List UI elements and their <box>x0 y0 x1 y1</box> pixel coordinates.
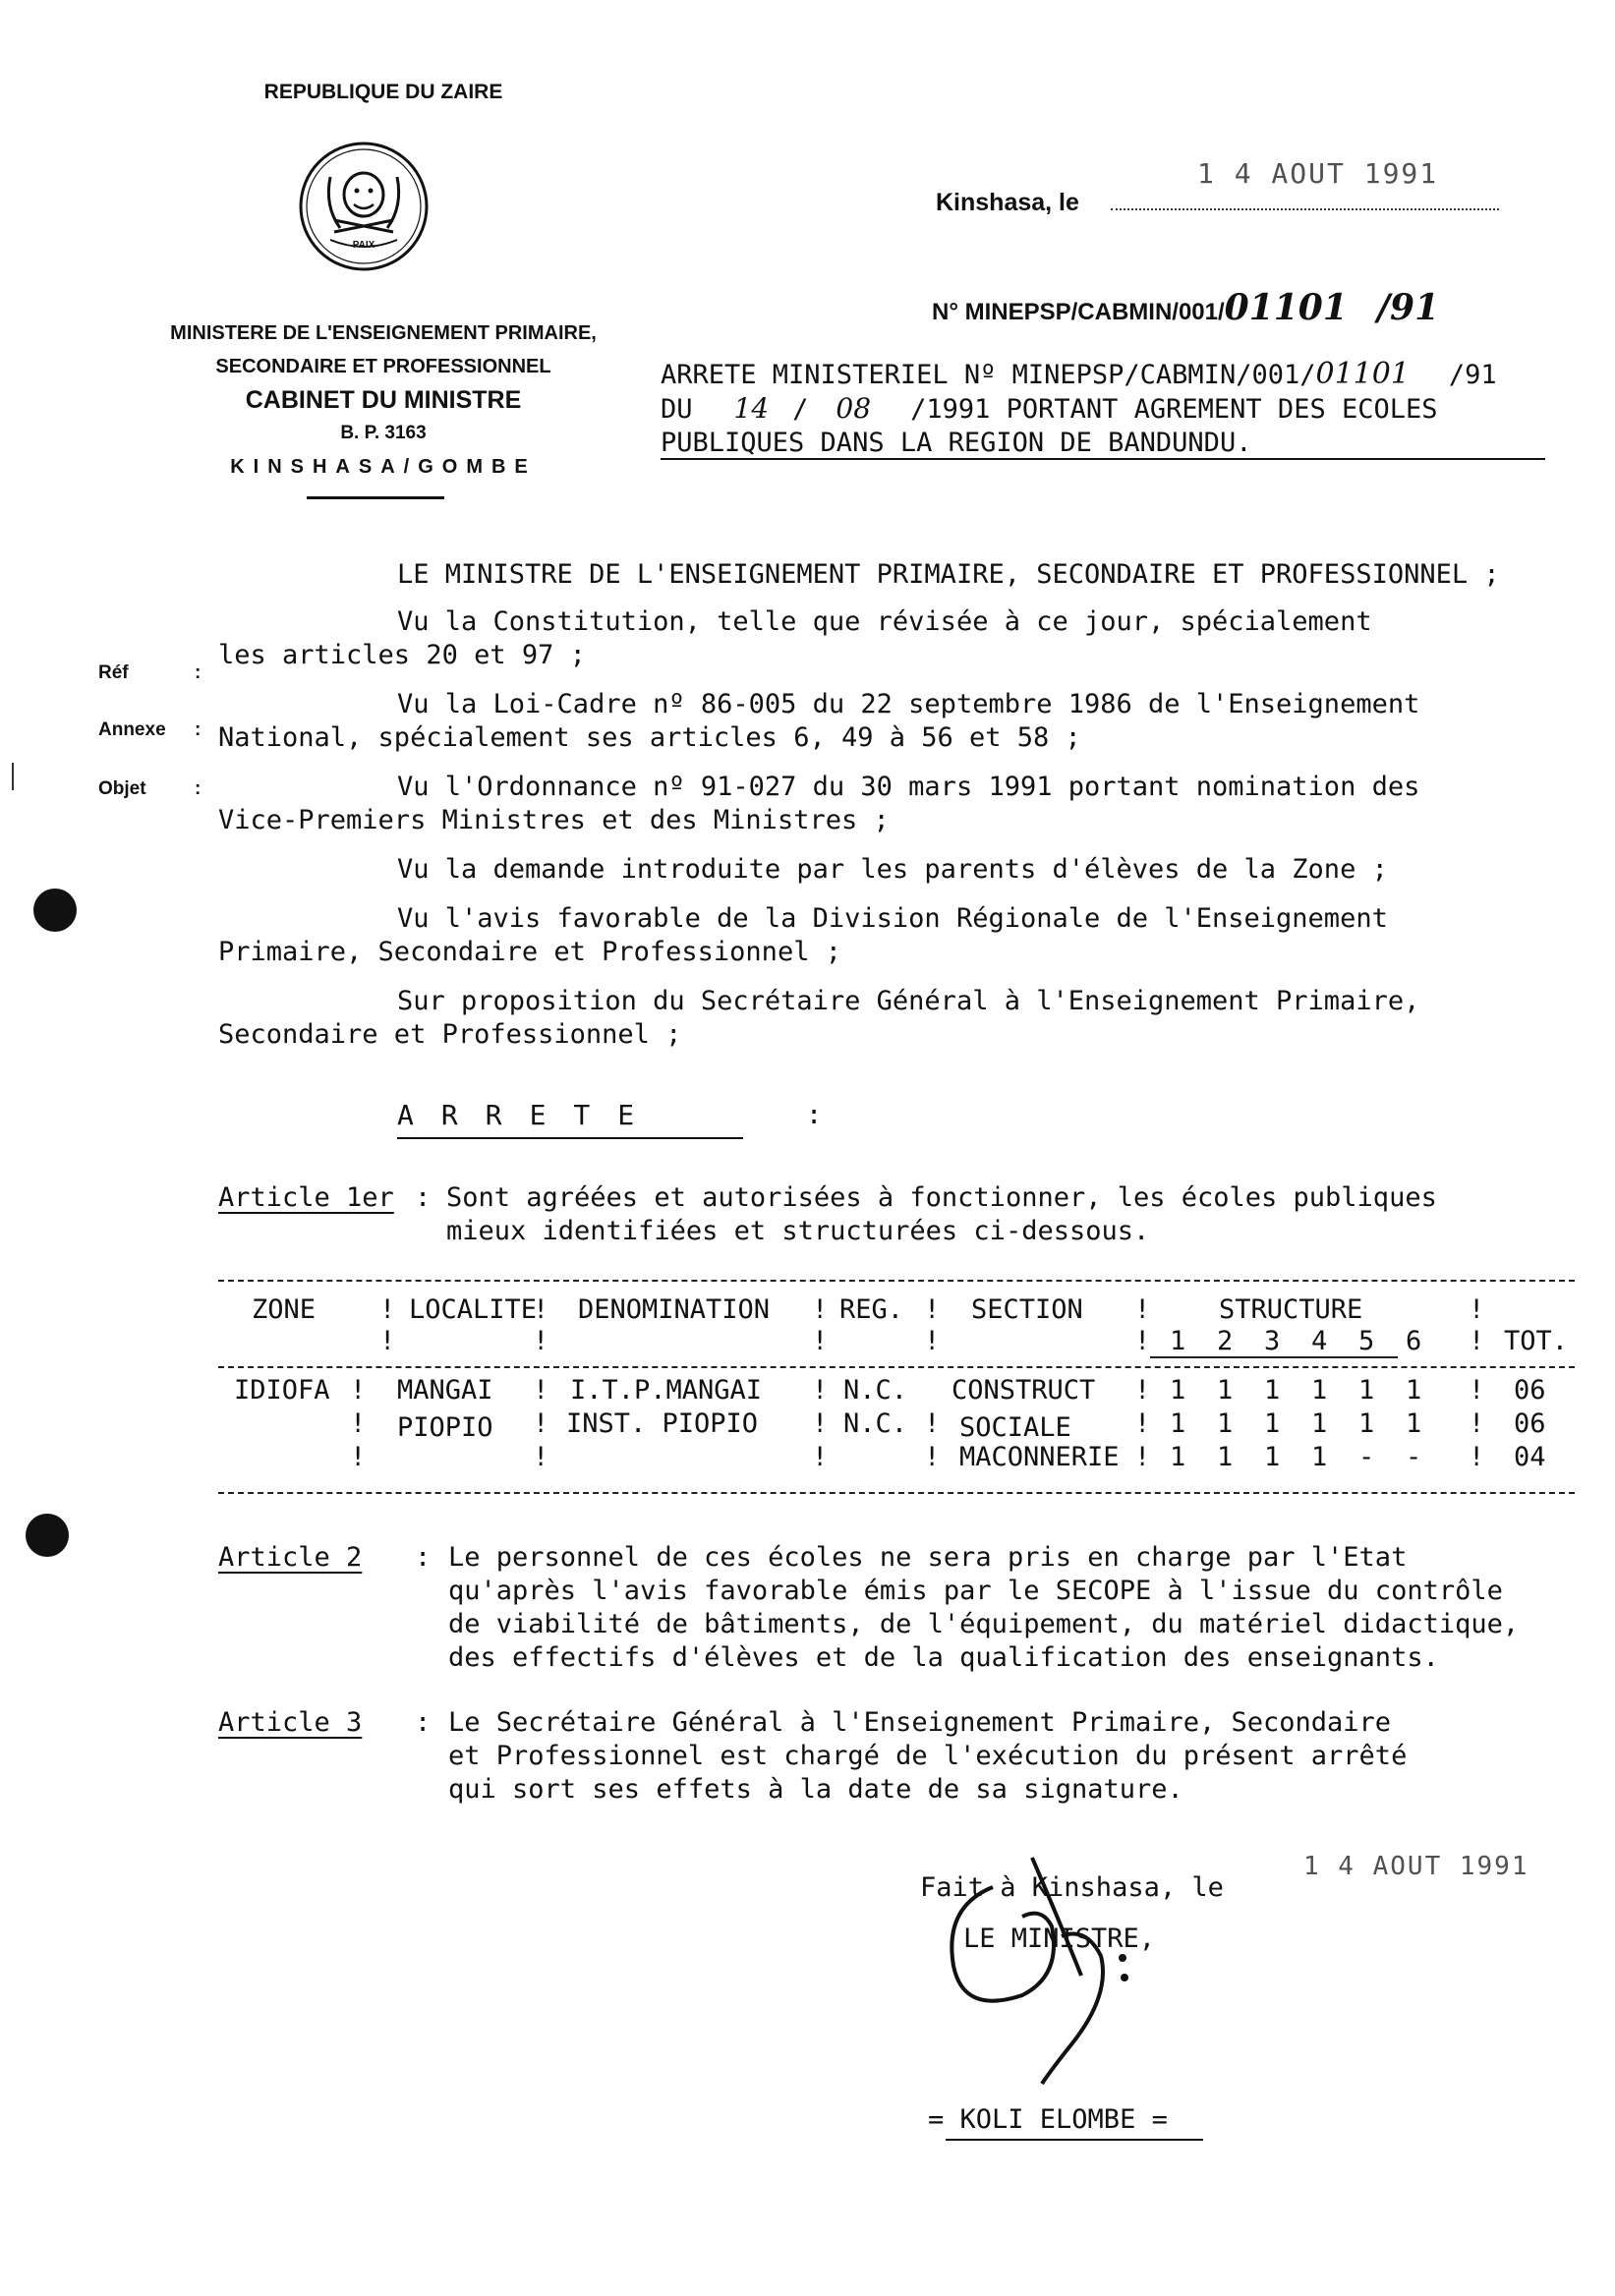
annexe-colon: : <box>195 719 202 740</box>
table-row-2-localite: PIOPIO <box>397 1412 493 1443</box>
table-row-1-localite: MANGAI <box>397 1375 493 1406</box>
table-row-3-year-3: 1 <box>1264 1442 1281 1472</box>
article-1-line-2: mieux identifiées et structurées ci-dessous. <box>446 1216 1150 1246</box>
row-bang: ! <box>1134 1442 1151 1472</box>
decree-day: 14 <box>733 392 770 425</box>
ref-label: Réf <box>98 662 129 683</box>
header-bang: ! <box>812 1326 829 1356</box>
header-reg: REG. <box>839 1294 904 1325</box>
table-row-1-zone: IDIOFA <box>234 1375 330 1406</box>
article-2-label: Article 2 <box>218 1542 363 1573</box>
structure-year: 1 <box>1170 1326 1186 1356</box>
table-row-2-year-6: 1 <box>1406 1408 1422 1439</box>
reference-prefix: N° MINEPSP/CABMIN/001/ <box>932 299 1225 325</box>
table-row-3-year-1: 1 <box>1170 1442 1186 1472</box>
header-bang: ! <box>1134 1326 1151 1356</box>
reference-handwritten-number: 01101 <box>1224 287 1348 328</box>
row-bang: ! <box>533 1442 549 1472</box>
arrete-heading: ARRETE <box>397 1099 663 1131</box>
table-row-1-year-1: 1 <box>1170 1375 1186 1406</box>
header-denomination: DENOMINATION <box>578 1294 771 1325</box>
table-row-1-year-3: 1 <box>1264 1375 1281 1406</box>
vu-constitution-line-2: les articles 20 et 97 ; <box>218 640 586 670</box>
vu-ordonnance-line-1: Vu l'Ordonnance nº 91-027 du 30 mars 1991 portant nomination des <box>397 772 1420 802</box>
decree-header-rule <box>661 458 1545 460</box>
article-3-label: Article 3 <box>218 1707 363 1738</box>
sur-proposition-line-2: Secondaire et Professionnel ; <box>218 1019 682 1050</box>
header-bang: ! <box>924 1326 941 1356</box>
decree-month: 08 <box>836 392 872 425</box>
article-2-sep: : <box>415 1542 432 1573</box>
city-label: KINSHASA/GOMBE <box>230 456 537 478</box>
decree-header-prefix: ARRETE MINISTERIEL Nº MINEPSP/CABMIN/001/ <box>661 360 1316 390</box>
table-row-2-reg: N.C. <box>843 1408 908 1439</box>
row-bang: ! <box>1134 1408 1151 1439</box>
punch-hole-mark <box>33 889 77 932</box>
table-row-1-year-6: 1 <box>1406 1375 1422 1406</box>
header-bang: ! <box>812 1294 829 1325</box>
article-3-line-3: qui sort ses effets à la date de sa signature. <box>448 1774 1183 1805</box>
date-dotted-line <box>1111 208 1499 210</box>
structure-year: 6 <box>1406 1326 1422 1356</box>
structure-year: 3 <box>1264 1326 1281 1356</box>
table-row-3-section: MACONNERIE <box>959 1442 1120 1472</box>
row-bang: ! <box>350 1408 367 1439</box>
structure-year: 2 <box>1217 1326 1234 1356</box>
row-bang: ! <box>924 1408 941 1439</box>
header-tot: TOT. <box>1504 1326 1569 1356</box>
article-2-line-3: de viabilité de bâtiments, de l'équipement, du matériel didactique, <box>448 1609 1520 1639</box>
row-bang: ! <box>812 1375 829 1406</box>
po-box: B. P. 3163 <box>340 423 427 443</box>
row-bang: ! <box>350 1442 367 1472</box>
table-row-2-denomination: INST. PIOPIO <box>566 1408 759 1439</box>
row-bang: ! <box>533 1408 549 1439</box>
table-row-1-section: CONSTRUCT <box>952 1375 1096 1406</box>
reference-suffix: /91 <box>1376 287 1440 328</box>
sur-proposition-line-1: Sur proposition du Secrétaire Général à l'Enseignement Primaire, <box>397 986 1420 1016</box>
fait-a-kinshasa: Fait à Kinshasa, le <box>920 1872 1224 1903</box>
table-row-2-year-2: 1 <box>1217 1408 1234 1439</box>
article-1-line-1: Sont agréées et autorisées à fonctionner, les écoles publiques <box>446 1182 1437 1213</box>
decree-header <box>661 358 1497 460</box>
vu-loi-cadre-line-1: Vu la Loi-Cadre nº 86-005 du 22 septembre 1986 de l'Enseignement <box>397 689 1420 719</box>
row-bang: ! <box>1134 1375 1151 1406</box>
ministry-line-2: SECONDAIRE ET PROFESSIONNEL <box>215 356 551 377</box>
vu-avis-line-2: Primaire, Secondaire et Professionnel ; <box>218 937 841 967</box>
reference-number <box>932 287 1439 328</box>
table-row-1-year-2: 1 <box>1217 1375 1234 1406</box>
table-row-2-year-5: 1 <box>1358 1408 1375 1439</box>
vu-constitution-line-1: Vu la Constitution, telle que révisée à ce jour, spécialement <box>397 606 1372 637</box>
structure-year: 5 <box>1358 1326 1375 1356</box>
header-bang: ! <box>1469 1294 1485 1325</box>
row-bang: ! <box>533 1375 549 1406</box>
objet-label: Objet <box>98 778 146 799</box>
table-row-3-year-4: 1 <box>1311 1442 1328 1472</box>
place-date-label: Kinshasa, le <box>936 189 1079 216</box>
table-row-2-year-4: 1 <box>1311 1408 1328 1439</box>
row-bang: ! <box>1469 1442 1485 1472</box>
header-bang: ! <box>924 1294 941 1325</box>
table-row-1-tot: 06 <box>1514 1375 1546 1406</box>
row-bang: ! <box>924 1442 941 1472</box>
decree-du: DU <box>661 394 693 425</box>
ministry-block <box>118 316 649 484</box>
vu-avis-line-1: Vu l'avis favorable de la Division Régionale de l'Enseignement <box>397 903 1388 934</box>
decree-date-sep: / <box>792 394 809 425</box>
table-bottom-rule <box>218 1492 1575 1494</box>
decree-header-line-1 <box>661 358 1497 392</box>
header-zone: ZONE <box>252 1294 317 1325</box>
table-row-3-year-2: 1 <box>1217 1442 1234 1472</box>
table-row-3-year-5: - <box>1358 1442 1375 1472</box>
article-3-line-1: Le Secrétaire Général à l'Enseignement Primaire, Secondaire <box>448 1707 1392 1738</box>
punch-hole-mark <box>26 1514 69 1557</box>
republic-heading: REPUBLIQUE DU ZAIRE <box>263 81 503 103</box>
header-bang: ! <box>1469 1326 1485 1356</box>
article-2-line-1: Le personnel de ces écoles ne sera pris en charge par l'Etat <box>448 1542 1408 1573</box>
header-bang: ! <box>533 1326 549 1356</box>
closing-date-stamp: 1 4 AOUT 1991 <box>1303 1852 1529 1881</box>
table-top-rule <box>218 1280 1575 1282</box>
structure-year: 4 <box>1311 1326 1328 1356</box>
ref-colon: : <box>195 662 202 683</box>
margin-mark <box>12 763 14 790</box>
row-bang: ! <box>1469 1375 1485 1406</box>
minister-name-underline <box>946 2139 1203 2141</box>
article-2-line-4: des effectifs d'élèves et de la qualification des enseignants. <box>448 1642 1439 1673</box>
annexe-label: Annexe <box>98 719 166 740</box>
preamble-title: LE MINISTRE DE L'ENSEIGNEMENT PRIMAIRE, SECONDAIRE ET PROFESSIONNEL ; <box>397 559 1500 590</box>
decree-header-rest: /1991 PORTANT AGREMENT DES ECOLES <box>910 394 1438 425</box>
vu-ordonnance-line-2: Vice-Premiers Ministres et des Ministres ; <box>218 805 890 835</box>
letterhead-divider <box>307 496 444 499</box>
article-1-sep: : <box>415 1182 432 1213</box>
decree-header-line-3: PUBLIQUES DANS LA REGION DE BANDUNDU. <box>661 428 1252 458</box>
article-3-sep: : <box>415 1707 432 1738</box>
table-row-3-year-6: - <box>1406 1442 1422 1472</box>
table-row-2-tot: 06 <box>1514 1408 1546 1439</box>
row-bang: ! <box>1469 1408 1485 1439</box>
minister-name: = KOLI ELOMBE = <box>928 2104 1168 2135</box>
table-row-1-reg: N.C. <box>843 1375 908 1406</box>
arrete-underline <box>397 1137 743 1139</box>
table-row-1-year-5: 1 <box>1358 1375 1375 1406</box>
decree-header-line-2 <box>661 392 1497 427</box>
vu-demande-line: Vu la demande introduite par les parents d'élèves de la Zone ; <box>397 854 1388 885</box>
article-3-line-2: et Professionnel est chargé de l'exécution du présent arrêté <box>448 1741 1408 1771</box>
emblem-motto: PAIX <box>352 240 375 251</box>
header-section: SECTION <box>971 1294 1083 1325</box>
table-row-1-denomination: I.T.P.MANGAI <box>570 1375 763 1406</box>
cabinet-label: CABINET DU MINISTRE <box>245 386 522 414</box>
objet-colon: : <box>195 778 202 799</box>
minister-signature-icon <box>914 1848 1209 2094</box>
header-bang: ! <box>379 1326 396 1356</box>
table-header-rule <box>218 1366 1575 1368</box>
arrete-colon: : <box>806 1100 823 1130</box>
table-row-2-section: SOCIALE <box>959 1412 1071 1443</box>
table-row-3-tot: 04 <box>1514 1442 1546 1472</box>
national-emblem-icon <box>295 138 433 275</box>
article-1-label: Article 1er <box>218 1182 394 1213</box>
table-row-2-year-3: 1 <box>1264 1408 1281 1439</box>
vu-loi-cadre-line-2: National, spécialement ses articles 6, 49 à 56 et 58 ; <box>218 722 1081 753</box>
minister-title: LE MINISTRE, <box>963 1923 1156 1954</box>
decree-handwritten-number: 01101 <box>1315 357 1410 391</box>
table-row-2-year-1: 1 <box>1170 1408 1186 1439</box>
header-bang: ! <box>379 1294 396 1325</box>
article-2-line-2: qu'après l'avis favorable émis par le SECOPE à l'issue du contrôle <box>448 1576 1503 1606</box>
row-bang: ! <box>812 1408 829 1439</box>
header-structure: STRUCTURE <box>1219 1294 1363 1325</box>
date-stamp: 1 4 AOUT 1991 <box>1197 157 1439 190</box>
header-bang: ! <box>533 1294 549 1325</box>
schools-table <box>218 1274 1575 1500</box>
table-row-1-year-4: 1 <box>1311 1375 1328 1406</box>
header-bang: ! <box>1134 1294 1151 1325</box>
header-localite: LOCALITE <box>409 1294 538 1325</box>
decree-header-suffix: /91 <box>1448 360 1497 390</box>
row-bang: ! <box>350 1375 367 1406</box>
ministry-line-1: MINISTERE DE L'ENSEIGNEMENT PRIMAIRE, <box>170 322 597 344</box>
row-bang: ! <box>812 1442 829 1472</box>
